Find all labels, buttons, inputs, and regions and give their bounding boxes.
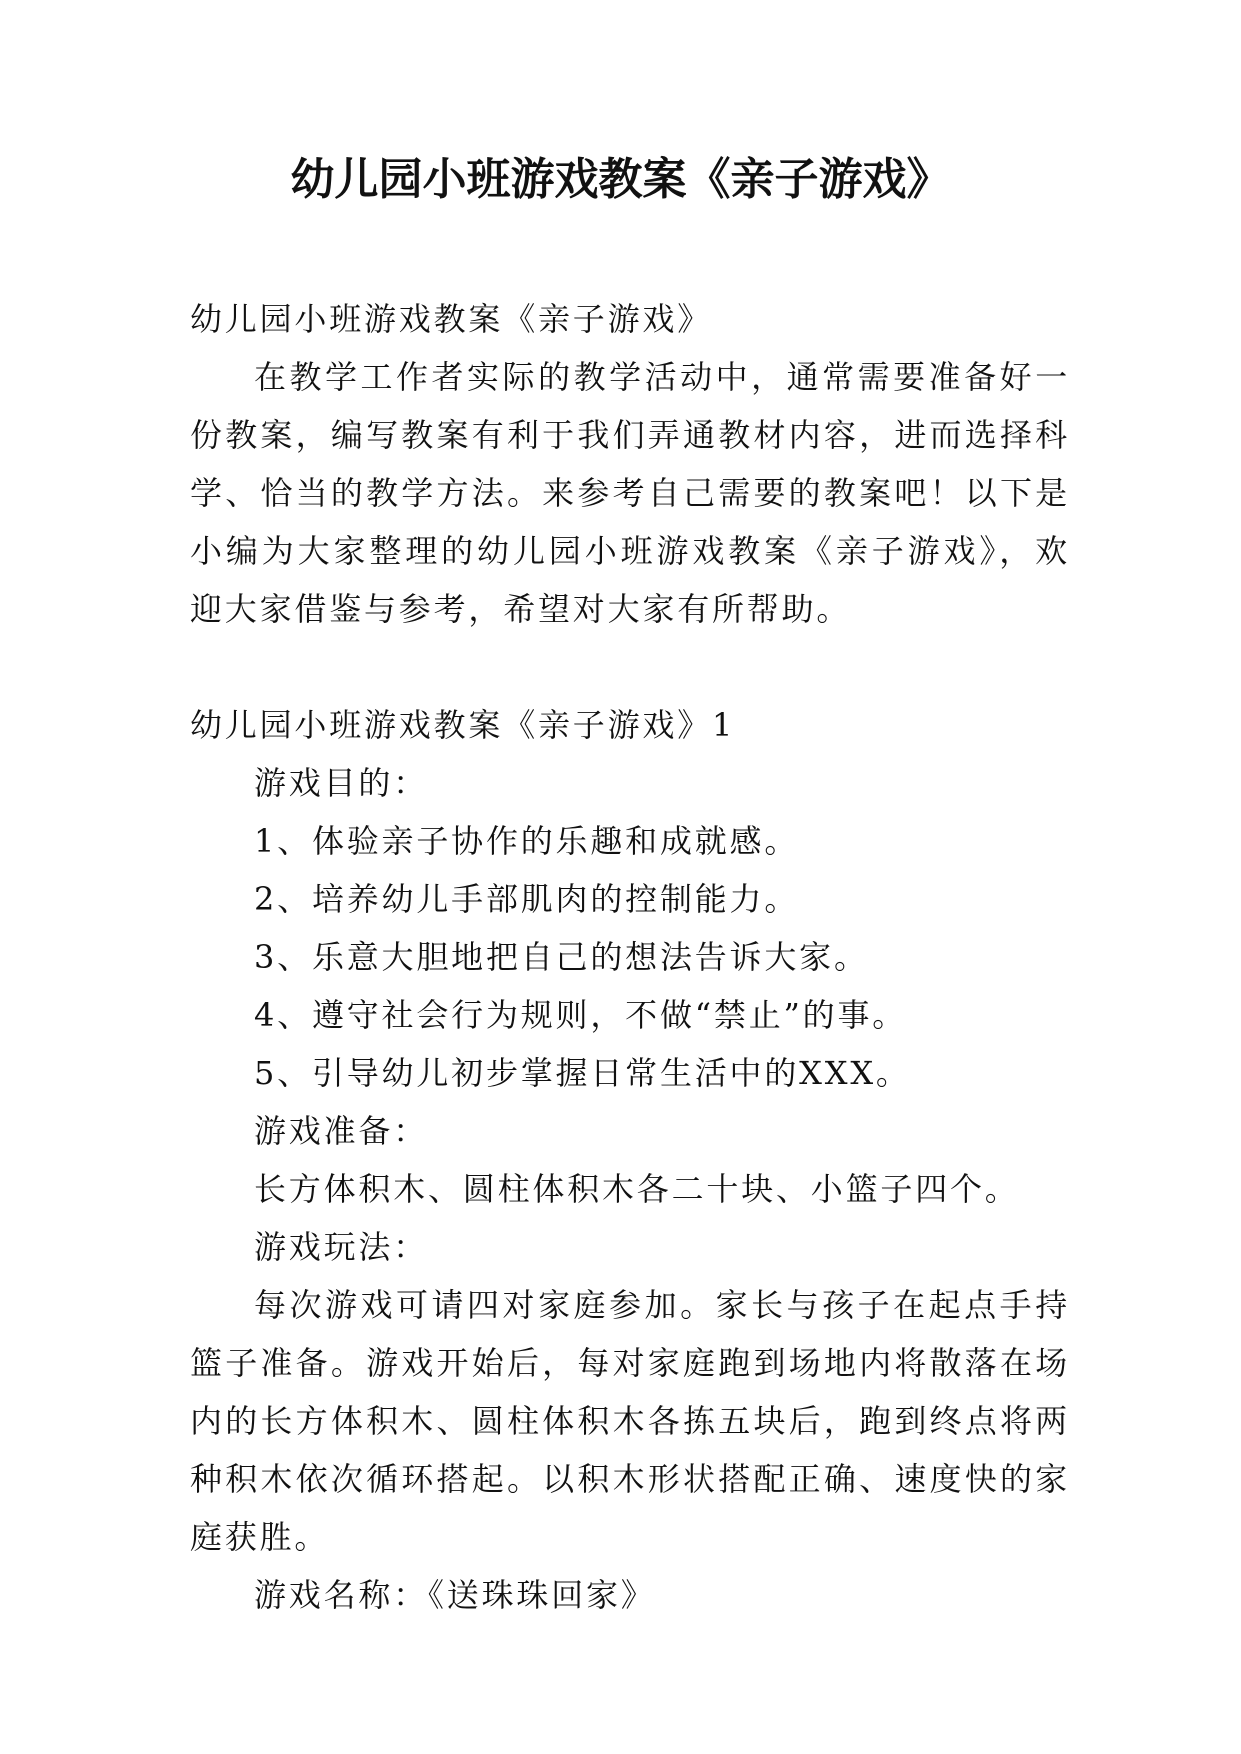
goal-item: 3、乐意大胆地把自己的想法告诉大家。 — [254, 938, 869, 976]
prep-label: 游戏准备： — [254, 1112, 429, 1150]
section-spacer — [190, 638, 1070, 696]
game-name: 游戏名称：《送珠珠回家》 — [254, 1576, 656, 1614]
section-heading: 幼儿园小班游戏教案《亲子游戏》1 — [190, 706, 736, 744]
document-body — [190, 290, 1070, 1624]
intro-paragraph: 在教学工作者实际的教学活动中，通常需要准备好一份教案，编写教案有利于我们弄通教材内容，进而选择科学、恰当的教学方法。来参考自己需要的教案吧！以下是小编为大家整理的幼儿园小班游戏教案《亲子游戏》，欢迎大家借鉴与参考，希望对大家有所帮助。 — [190, 358, 1070, 628]
goals-label: 游戏目的： — [254, 764, 429, 802]
play-paragraph: 每次游戏可请四对家庭参加。家长与孩子在起点手持篮子准备。游戏开始后，每对家庭跑到场地内将散落在场内的长方体积木、圆柱体积木各拣五块后，跑到终点将两种积木依次循环搭起。以积木形状搭配正确、速度快的家庭获胜。 — [190, 1286, 1070, 1556]
goal-item: 4、遵守社会行为规则，不做“禁止”的事。 — [254, 996, 908, 1034]
goal-item: 1、体验亲子协作的乐趣和成就感。 — [254, 822, 800, 860]
goal-item: 2、培养幼儿手部肌肉的控制能力。 — [254, 880, 800, 918]
intro-heading: 幼儿园小班游戏教案《亲子游戏》 — [190, 300, 713, 338]
document-title: 幼儿园小班游戏教案《亲子游戏》 — [290, 154, 951, 205]
goal-item: 5、引导幼儿初步掌握日常生活中的XXX。 — [254, 1054, 911, 1092]
play-label: 游戏玩法： — [254, 1228, 429, 1266]
prep-text: 长方体积木、圆柱体积木各二十块、小篮子四个。 — [254, 1170, 1020, 1208]
